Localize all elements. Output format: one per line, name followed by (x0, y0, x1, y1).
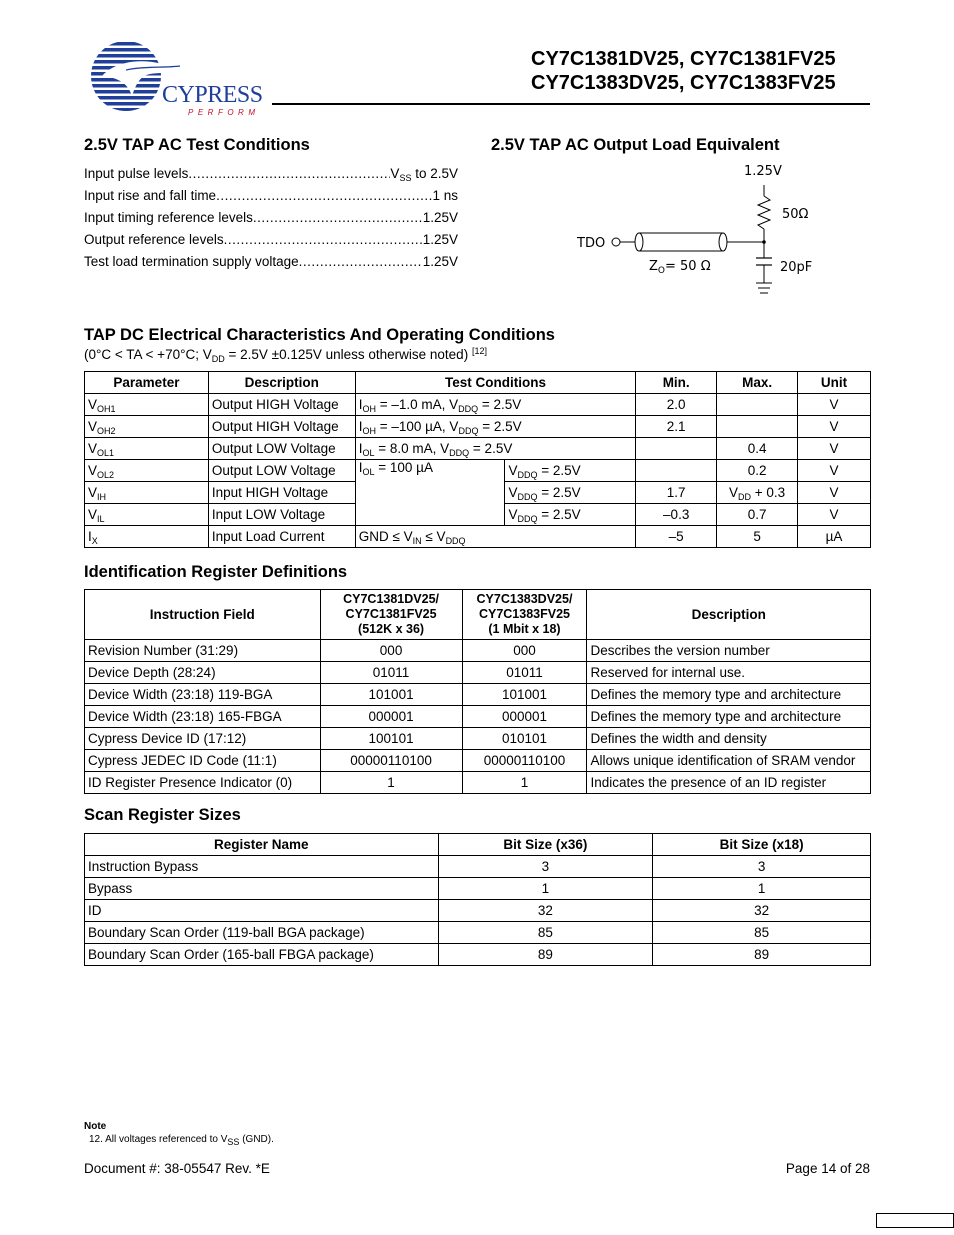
id-register-table (84, 589, 871, 794)
table-row: $V_{OL2}$ Output LOW Voltage $I_{OL} = 100$ µA $V_{DDQ} = 2.5V$ 0.2 V (85, 460, 871, 482)
list-item: Output reference levels ..... 1.25V (84, 232, 458, 254)
resistor-label: 50Ω (782, 207, 809, 222)
pin-label: TDO (577, 236, 606, 251)
ground-icon (756, 283, 772, 293)
logo-text: CYPRESS (162, 82, 263, 108)
table-row: Device Depth (28:24) 01011 01011 Reserved for internal use. (85, 662, 871, 684)
table-row: Revision Number (31:29) 000 000 Describes the version number (85, 640, 871, 662)
table-row: $V_{IH}$ Input HIGH Voltage $V_{DDQ} = 2.5V$ 1.7 $V_{DD} + 0.3$ V (85, 482, 871, 504)
load-equivalent-diagram (570, 158, 830, 303)
table-row: Boundary Scan Order (119-ball BGA package) 85 85 (85, 922, 871, 944)
load-equivalent-heading: 2.5V TAP AC Output Load Equivalent (491, 136, 780, 154)
document-number: Document #: 38-05547 Rev. *E (84, 1161, 270, 1176)
list-item: Test load termination supply voltage ..... 1.25V (84, 254, 458, 276)
list-item: Input pulse levels ..... $V_{SS}$ to 2.5V (84, 166, 458, 188)
list-item: Input timing reference levels ..... 1.25V (84, 210, 458, 232)
table-row: Device Width (23:18) 119-BGA 101001 101001 Defines the memory type and architecture (85, 684, 871, 706)
table-row: Device Width (23:18) 165-FBGA 000001 000001 Defines the memory type and architecture (85, 706, 871, 728)
list-item: Input rise and fall time ..... 1 ns (84, 188, 458, 210)
table-row: Bypass 1 1 (85, 878, 871, 900)
id-table-heading: Identification Register Definitions (84, 563, 348, 581)
pin-terminal (612, 238, 620, 246)
dc-characteristics-table (84, 371, 871, 548)
table-row: Boundary Scan Order (165-ball FBGA package) 89 89 (85, 944, 871, 966)
title-line-2: CY7C1383DV25, CY7C1383FV25 (531, 72, 836, 94)
table-header-row: Instruction Field CY7C1381DV25/ CY7C1381FV25 (512K x 36) CY7C1383DV25/ CY7C1383FV25 (1 Mbit x 18) Description (85, 590, 871, 640)
table-row: $V_{OH1}$ Output HIGH Voltage $I_{OH} = -1.0$ mA, $V_{DDQ} = 2.5V$ 2.0 V (85, 394, 871, 416)
ac-conditions-list (84, 166, 458, 276)
table-row: Cypress Device ID (17:12) 100101 010101 Defines the width and density (85, 728, 871, 750)
dc-table-conditions: (0°C < TA < +70°C; $V_{DD} = 2.5V \pm 0.125V$ unless otherwise noted) [12] (84, 346, 487, 364)
note-heading: Note (84, 1121, 107, 1132)
logo-tagline: PERFORM (188, 108, 260, 117)
scan-table-heading: Scan Register Sizes (84, 806, 241, 824)
table-row: $I_X$ Input Load Current GND ≤ $V_{IN} \le V_{DDQ}$ –5 5 µA (85, 526, 871, 548)
resistor-symbol (758, 196, 770, 229)
title-line-1: CY7C1381DV25, CY7C1381FV25 (531, 48, 836, 70)
table-row: $V_{OH2}$ Output HIGH Voltage $I_{OH} = -100$ µA, $V_{DDQ} = 2.5V$ 2.1 V (85, 416, 871, 438)
capacitor-label: 20pF (780, 260, 813, 275)
table-header-row: Parameter Description Test Conditions Min. Max. Unit (85, 372, 871, 394)
table-row: $V_{IL}$ Input LOW Voltage $V_{DDQ} = 2.5V$ –0.3 0.7 V (85, 504, 871, 526)
scan-register-table (84, 833, 871, 966)
cypress-globe-icon (84, 40, 270, 118)
note-text: 12. All voltages referenced to $V_{SS}$ (GND). (89, 1134, 274, 1147)
cypress-logo (84, 40, 270, 118)
table-header-row: Register Name Bit Size (x36) Bit Size (x18) (85, 834, 871, 856)
table-row: ID Register Presence Indicator (0) 1 1 Indicates the presence of an ID register (85, 772, 871, 794)
vterm-label: 1.25V (744, 164, 782, 179)
impedance-label: $Z_O= 50$ Ω (649, 259, 711, 276)
document-title (531, 47, 864, 95)
table-row: ID 32 32 (85, 900, 871, 922)
dc-table-heading: TAP DC Electrical Characteristics And Operating Conditions (84, 326, 555, 344)
table-row: Cypress JEDEC ID Code (11:1) 00000110100 00000110100 Allows unique identification of SRAM vendor (85, 750, 871, 772)
transmission-line-symbol (635, 233, 727, 251)
table-row: Instruction Bypass 3 3 (85, 856, 871, 878)
table-row: $V_{OL1}$ Output LOW Voltage $I_{OL} = 8.0$ mA, $V_{DDQ} = 2.5V$ 0.4 V (85, 438, 871, 460)
feedback-box (876, 1213, 954, 1228)
ac-conditions-heading: 2.5V TAP AC Test Conditions (84, 136, 310, 154)
capacitor-symbol (756, 258, 772, 283)
page-number: Page 14 of 28 (785, 1161, 870, 1176)
header-rule (272, 103, 870, 105)
